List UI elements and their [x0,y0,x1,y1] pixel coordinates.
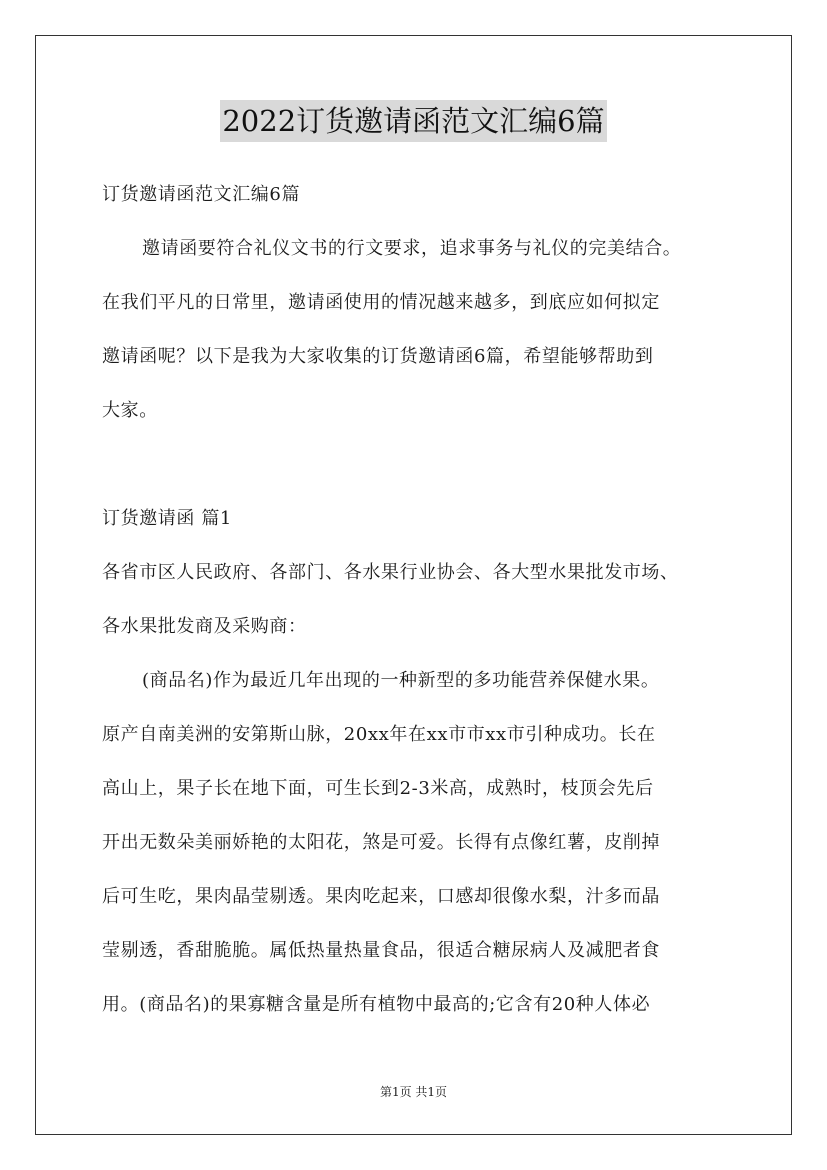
body-line: 用。(商品名)的果寡糖含量是所有植物中最高的;它含有20种人体必 [102,994,651,1015]
body-line: 高山上，果子长在地下面，可生长到2-3米高，成熟时，枝顶会先后 [102,778,654,799]
subtitle: 订货邀请函范文汇编6篇 [102,184,301,205]
body-line: 原产自南美洲的安第斯山脉，20xx年在xx市市xx市引种成功。长在 [102,724,656,745]
body-line: (商品名)作为最近几年出现的一种新型的多功能营养保健水果。 [142,670,660,691]
intro-line: 在我们平凡的日常里，邀请函使用的情况越来越多，到底应如何拟定 [102,292,660,313]
body-line: 开出无数朵美丽娇艳的太阳花，煞是可爱。长得有点像红薯，皮削掉 [102,832,660,853]
body-line: 莹剔透，香甜脆脆。属低热量热量食品，很适合糖尿病人及减肥者食 [102,940,660,961]
page-number: 第1页 共1页 [379,1085,448,1099]
intro-line: 邀请函要符合礼仪文书的行文要求，追求事务与礼仪的完美结合。 [142,238,682,259]
section-heading: 订货邀请函 篇1 [102,508,232,529]
salutation-line: 各水果批发商及采购商： [102,616,307,637]
title-wrap [0,100,827,142]
body-line: 后可生吃，果肉晶莹剔透。果肉吃起来，口感却很像水梨，汁多而晶 [102,886,660,907]
intro-line: 大家。 [102,400,158,421]
document-title: 2022订货邀请函范文汇编6篇 [220,100,606,142]
salutation-line: 各省市区人民政府、各部门、各水果行业协会、各大型水果批发市场、 [102,562,679,583]
intro-line: 邀请函呢？以下是我为大家收集的订货邀请函6篇，希望能够帮助到 [102,346,654,367]
